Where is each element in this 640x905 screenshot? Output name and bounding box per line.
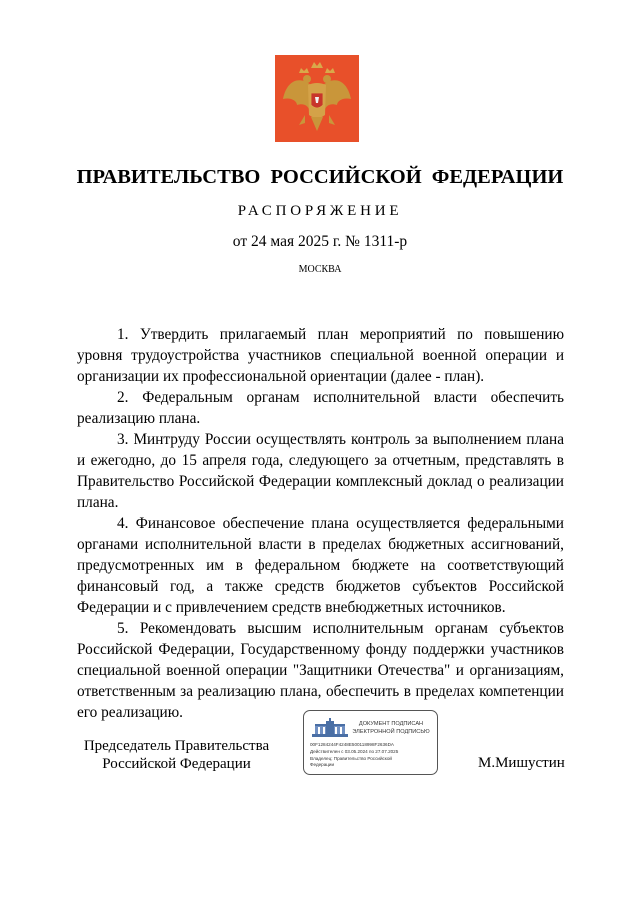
paragraph: 4. Финансовое обеспечение плана осуществляется федеральными органами исполнительной власти в пределах бюджетных ассигнований, предусмотренных им в федеральном бюджете на соответствующий финансовый год, а также средств бюджетов субъектов Российской Федерации и с привлечением средств внебюджетных источников.: [77, 515, 564, 616]
stamp-certificate: 00F1284244F4248E500118998F2636DA: [310, 742, 394, 747]
government-title: ПРАВИТЕЛЬСТВО РОССИЙСКОЙ ФЕДЕРАЦИИ: [76, 166, 564, 188]
stamp-title: [346, 720, 436, 736]
russian-coat-of-arms-icon: [275, 55, 359, 142]
document-type: РАСПОРЯЖЕНИЕ: [237, 203, 403, 219]
signatory-position: [64, 737, 289, 773]
signatory-position-line2: Российской Федерации: [102, 756, 251, 772]
stamp-valid-period: Действителен с 03.05.2024 по 27.07.2025: [310, 749, 399, 754]
document-date-number: от 24 мая 2025 г. № 1311-р: [232, 233, 408, 250]
stamp-owner-line2: Федерации: [310, 762, 335, 767]
document-city: МОСКВА: [298, 264, 342, 275]
document-body: [77, 324, 564, 723]
paragraph: 3. Минтруду России осуществлять контроль за выполнением плана и ежегодно, до 15 апреля года, следующего за отчетным, представлять в Правительство Российской Федерации комплексный доклад о реализации плана.: [77, 431, 564, 511]
stamp-owner-line1: Владелец: Правительство Российской: [310, 756, 392, 761]
government-building-icon: [310, 717, 350, 739]
paragraph: 1. Утвердить прилагаемый план мероприятий по повышению уровня трудоустройства участников специальной военной операции и организации их профессиональной ориентации (далее - план).: [77, 326, 564, 385]
stamp-title-line2: ЭЛЕКТРОННОЙ ПОДПИСЬЮ: [352, 729, 430, 735]
paragraph: 5. Рекомендовать высшим исполнительным органам субъектов Российской Федерации, Государственному фонду поддержки участников специальной военной операции "Защитники Отечества" и организациям, ответственным за реализацию плана, обеспечить в пределах компетенции его реализацию.: [77, 620, 564, 721]
e-signature-stamp: [303, 710, 438, 775]
signatory-name: М.Мишустин: [478, 755, 565, 771]
paragraph: 2. Федеральным органам исполнительной власти обеспечить реализацию плана.: [77, 389, 564, 427]
stamp-title-line1: ДОКУМЕНТ ПОДПИСАН: [358, 721, 424, 727]
signatory-position-line1: Председатель Правительства: [83, 738, 270, 754]
